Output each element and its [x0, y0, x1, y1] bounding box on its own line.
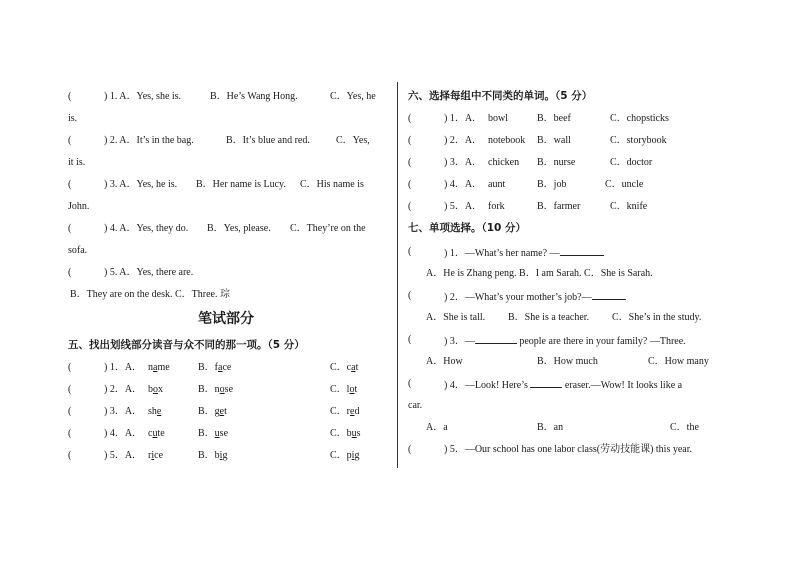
- option-a: A．How: [426, 356, 463, 367]
- answer-paren: (: [68, 135, 72, 146]
- word-a: cute: [148, 428, 165, 439]
- question-text: ) 4. A．Yes, they do.: [104, 223, 189, 234]
- answer-paren: (: [68, 223, 72, 234]
- option-c: C．the: [670, 422, 699, 433]
- word-b: B．job: [537, 179, 567, 190]
- column-divider: [397, 82, 398, 468]
- word-a: chicken: [488, 157, 520, 168]
- word-b: B．nurse: [537, 157, 576, 168]
- word-b: B．beef: [537, 113, 571, 124]
- word-a: rice: [148, 450, 164, 461]
- option-a: A．She is tall.: [426, 312, 486, 323]
- word-c: C．chopsticks: [610, 113, 669, 124]
- question-text: ) 4．—Look! Here’s eraser.—Wow! It looks like a: [444, 380, 683, 391]
- answer-paren: (: [408, 378, 412, 389]
- answer-blank[interactable]: [530, 378, 562, 388]
- section-title: 六、选择每组中不同类的单词。（5 分）: [408, 90, 593, 102]
- word-c: C．lot: [330, 384, 358, 395]
- answer-blank[interactable]: [560, 246, 604, 256]
- question-number: ) 2．A．: [104, 384, 143, 395]
- answer-paren: (: [68, 91, 72, 102]
- answer-blank[interactable]: [475, 334, 517, 344]
- question-number: ) 1．A．: [444, 113, 483, 124]
- question-number: ) 1．A．: [104, 362, 143, 373]
- question-line2: B．They are on the desk. C．Three. 琮: [70, 289, 230, 300]
- option-continuation: is.: [68, 113, 78, 124]
- option-b: B．It’s blue and red.: [226, 135, 310, 146]
- answer-paren: (: [68, 362, 72, 373]
- question-text: ) 5. A．Yes, there are.: [104, 267, 194, 278]
- word-c: C．bus: [330, 428, 361, 439]
- option-b: B．She is a teacher.: [508, 312, 590, 323]
- option-c: C．How many: [648, 356, 709, 367]
- answer-paren: (: [408, 135, 412, 146]
- word-a: aunt: [488, 179, 506, 190]
- answer-paren: (: [408, 113, 412, 124]
- word-b: B．wall: [537, 135, 571, 146]
- answer-paren: (: [68, 450, 72, 461]
- question-number: ) 4．A．: [104, 428, 143, 439]
- answer-paren: (: [408, 444, 412, 455]
- word-a: fork: [488, 201, 505, 212]
- question-text: ) 1．—What’s her name? —: [444, 246, 604, 260]
- answer-paren: (: [408, 290, 412, 301]
- word-a: box: [148, 384, 163, 395]
- option-a: A．a: [426, 422, 448, 433]
- option-c: C．They’re on the: [290, 223, 366, 234]
- question-text: ) 1. A．Yes, she is.: [104, 91, 182, 102]
- answer-paren: (: [408, 334, 412, 345]
- question-text: ) 2. A．It’s in the bag.: [104, 135, 194, 146]
- word-c: C．pig: [330, 450, 360, 461]
- question-number: ) 3．A．: [444, 157, 483, 168]
- question-number: ) 3．A．: [104, 406, 143, 417]
- option-c: C．His name is: [300, 179, 364, 190]
- question-continuation: car.: [408, 400, 423, 411]
- question-number: ) 5．A．: [104, 450, 143, 461]
- word-a: name: [148, 362, 170, 373]
- word-b: B．get: [198, 406, 227, 417]
- word-a: she: [148, 406, 162, 417]
- word-a: bowl: [488, 113, 508, 124]
- word-b: B．face: [198, 362, 232, 373]
- answer-paren: (: [68, 384, 72, 395]
- word-b: B．farmer: [537, 201, 581, 212]
- question-text: ) 5．—Our school has one labor class(劳动技能课) this year.: [444, 444, 693, 455]
- option-b: B．Yes, please.: [207, 223, 271, 234]
- answer-paren: (: [68, 406, 72, 417]
- word-c: C．doctor: [610, 157, 653, 168]
- answer-blank[interactable]: [592, 290, 626, 300]
- word-b: B．big: [198, 450, 228, 461]
- word-a: notebook: [488, 135, 526, 146]
- option-c: C．Yes,: [336, 135, 370, 146]
- section-title: 五、找出划线部分读音与众不同的那一项。（5 分）: [68, 339, 305, 351]
- question-number: ) 5．A．: [444, 201, 483, 212]
- word-c: C．uncle: [605, 179, 644, 190]
- word-b: B．nose: [198, 384, 234, 395]
- option-b: B．an: [537, 422, 564, 433]
- question-text: ) 3. A．Yes, he is.: [104, 179, 178, 190]
- question-text: ) 3．— people are there in your family? —Three.: [444, 336, 686, 347]
- word-c: C．storybook: [610, 135, 667, 146]
- option-c: C．Yes, he: [330, 91, 376, 102]
- word-c: C．cat: [330, 362, 359, 373]
- answer-paren: (: [68, 267, 72, 278]
- options-line: A．He is Zhang peng. B．I am Sarah. C．She is Sarah.: [426, 268, 653, 279]
- answer-paren: (: [68, 428, 72, 439]
- question-number: ) 4．A．: [444, 179, 483, 190]
- option-b: B．How much: [537, 356, 598, 367]
- answer-paren: (: [408, 157, 412, 168]
- answer-paren: (: [68, 179, 72, 190]
- word-c: C．red: [330, 406, 360, 417]
- option-continuation: sofa.: [68, 245, 88, 256]
- question-text: ) 2．—What’s your mother’s job?—: [444, 290, 626, 304]
- answer-paren: (: [408, 246, 412, 257]
- written-part-title: 笔试部分: [198, 311, 254, 327]
- section-title: 七、单项选择。（10 分）: [408, 222, 527, 234]
- word-b: B．use: [198, 428, 229, 439]
- option-b: B．Her name is Lucy.: [196, 179, 286, 190]
- option-continuation: John.: [68, 201, 90, 212]
- option-continuation: it is.: [68, 157, 86, 168]
- word-c: C．knife: [610, 201, 648, 212]
- option-b: B．He’s Wang Hong.: [210, 91, 298, 102]
- option-c: C．She’s in the study.: [612, 312, 702, 323]
- answer-paren: (: [408, 201, 412, 212]
- question-number: ) 2．A．: [444, 135, 483, 146]
- answer-paren: (: [408, 179, 412, 190]
